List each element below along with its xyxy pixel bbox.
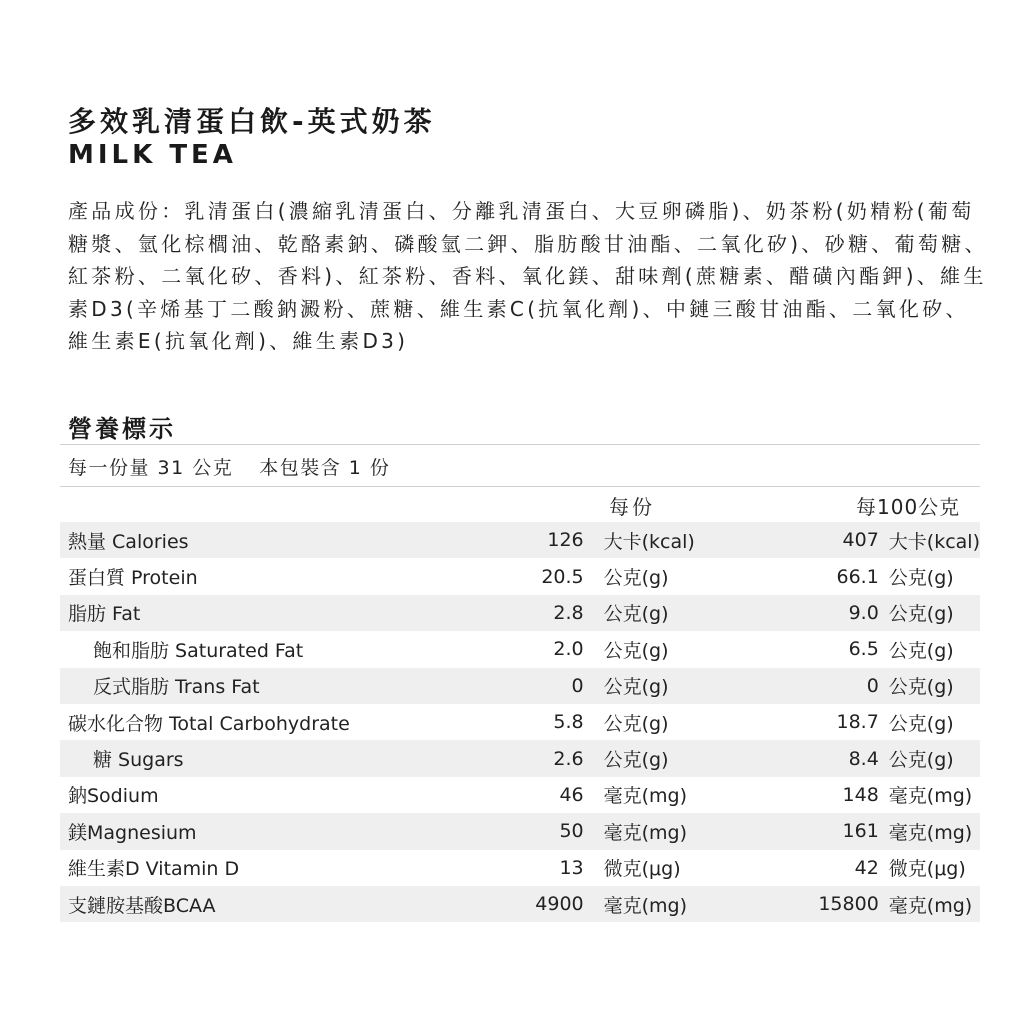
serving-info: [68, 453, 390, 480]
table-row: [60, 740, 980, 776]
nutrient-name: 維生素D Vitamin D: [68, 858, 240, 881]
nutrition-title: 營養標示: [68, 415, 176, 443]
table-row: [60, 558, 980, 594]
value-per-100g: 148: [842, 783, 879, 806]
nutrition-table: [60, 522, 980, 922]
value-per-serving: 20.5: [541, 565, 584, 588]
table-row: [60, 522, 980, 558]
value-per-100g: 66.1: [836, 565, 879, 588]
value-per-serving: 50: [527, 813, 583, 849]
unit-per-serving: 公克(g): [584, 595, 752, 631]
value-per-100g: 6.5: [848, 638, 879, 661]
divider: [60, 486, 980, 487]
unit-per-serving: 公克(g): [584, 668, 752, 704]
unit-per-serving: 毫克(mg): [584, 886, 752, 922]
value-per-100g: 8.4: [752, 740, 879, 776]
unit-per-100g: 大卡(kcal): [879, 522, 980, 558]
nutrient-name: 熱量 Calories: [60, 522, 527, 558]
table-row: [60, 631, 980, 667]
table-row: [60, 777, 980, 813]
table-row: [60, 704, 980, 740]
table-row: [60, 886, 980, 922]
serving-size: 每一份量 31 公克: [68, 457, 234, 479]
unit-per-serving: 公克(g): [603, 712, 669, 735]
unit-per-100g: 微克(μg): [888, 858, 966, 881]
value-per-serving: 0: [527, 668, 583, 704]
unit-per-serving: 公克(g): [584, 740, 752, 776]
nutrient-name: 糖 Sugars: [60, 740, 527, 776]
value-per-serving: 126: [527, 522, 583, 558]
value-per-serving: 2.8: [527, 595, 583, 631]
nutrient-name: 脂肪 Fat: [60, 595, 527, 631]
value-per-serving: 13: [559, 856, 584, 879]
servings-per-pack: 本包裝含 1 份: [259, 457, 391, 479]
value-per-100g: 0: [752, 668, 879, 704]
table-row: [60, 850, 980, 886]
table-row: [60, 813, 980, 849]
nutrient-name: 飽和脂肪 Saturated Fat: [93, 639, 304, 662]
value-per-serving: 2.0: [553, 638, 584, 661]
nutrient-name: 鎂Magnesium: [60, 813, 527, 849]
table-row: [60, 595, 980, 631]
unit-per-100g: 公克(g): [879, 668, 980, 704]
nutrient-name: 反式脂肪 Trans Fat: [60, 668, 527, 704]
unit-per-100g: 公克(g): [888, 639, 954, 662]
divider: [60, 444, 980, 445]
column-header-per-100g: 每100公克: [856, 495, 961, 519]
nutrient-name: 支鏈胺基酸BCAA: [60, 886, 527, 922]
value-per-100g: 9.0: [752, 595, 879, 631]
unit-per-100g: 公克(g): [888, 567, 954, 590]
nutrient-name: 碳水化合物 Total Carbohydrate: [68, 712, 350, 735]
unit-per-serving: 公克(g): [603, 639, 669, 662]
unit-per-100g: 公克(g): [888, 712, 954, 735]
unit-per-serving: 微克(μg): [603, 858, 681, 881]
value-per-serving: 4900: [527, 886, 583, 922]
column-header-per-serving: 每份: [609, 495, 655, 519]
value-per-100g: 15800: [752, 886, 879, 922]
unit-per-serving: 毫克(mg): [603, 785, 688, 808]
value-per-serving: 5.8: [553, 711, 584, 734]
nutrient-name: 鈉Sodium: [68, 785, 159, 808]
unit-per-100g: 毫克(mg): [888, 785, 973, 808]
value-per-100g: 407: [752, 522, 879, 558]
value-per-100g: 42: [854, 856, 879, 879]
nutrient-name: 蛋白質 Protein: [68, 567, 198, 590]
unit-per-100g: 毫克(mg): [879, 886, 980, 922]
product-title-chinese: 多效乳清蛋白飲-英式奶茶: [68, 105, 436, 138]
value-per-100g: 161: [752, 813, 879, 849]
table-row: [60, 668, 980, 704]
ingredients-text: 產品成份：乳清蛋白(濃縮乳清蛋白、分離乳清蛋白、大豆卵磷脂)、奶茶粉(奶精粉(葡萄糖漿、氫化棕櫚油、乾酪素鈉、磷酸氫二鉀、脂肪酸甘油酯、二氧化矽)、砂糖、葡萄糖、紅茶粉、二氧化矽、香料)、紅茶粉、香料、氧化鎂、甜味劑(蔗糖素、醋磺內酯鉀)、維生素D3(辛烯基丁二酸鈉澱粉、蔗糖、維生素C(抗氧化劑)、中鏈三酸甘油酯、二氧化矽、維生素E(抗氧化劑)、維生素D3): [68, 199, 988, 353]
unit-per-serving: 公克(g): [603, 567, 669, 590]
unit-per-100g: 毫克(mg): [879, 813, 980, 849]
product-title-english: MILK TEA: [68, 140, 237, 170]
unit-per-100g: 公克(g): [879, 740, 980, 776]
value-per-100g: 18.7: [836, 711, 879, 734]
value-per-serving: 46: [559, 783, 584, 806]
unit-per-serving: 毫克(mg): [584, 813, 752, 849]
unit-per-serving: 大卡(kcal): [584, 522, 752, 558]
unit-per-100g: 公克(g): [879, 595, 980, 631]
value-per-serving: 2.6: [527, 740, 583, 776]
